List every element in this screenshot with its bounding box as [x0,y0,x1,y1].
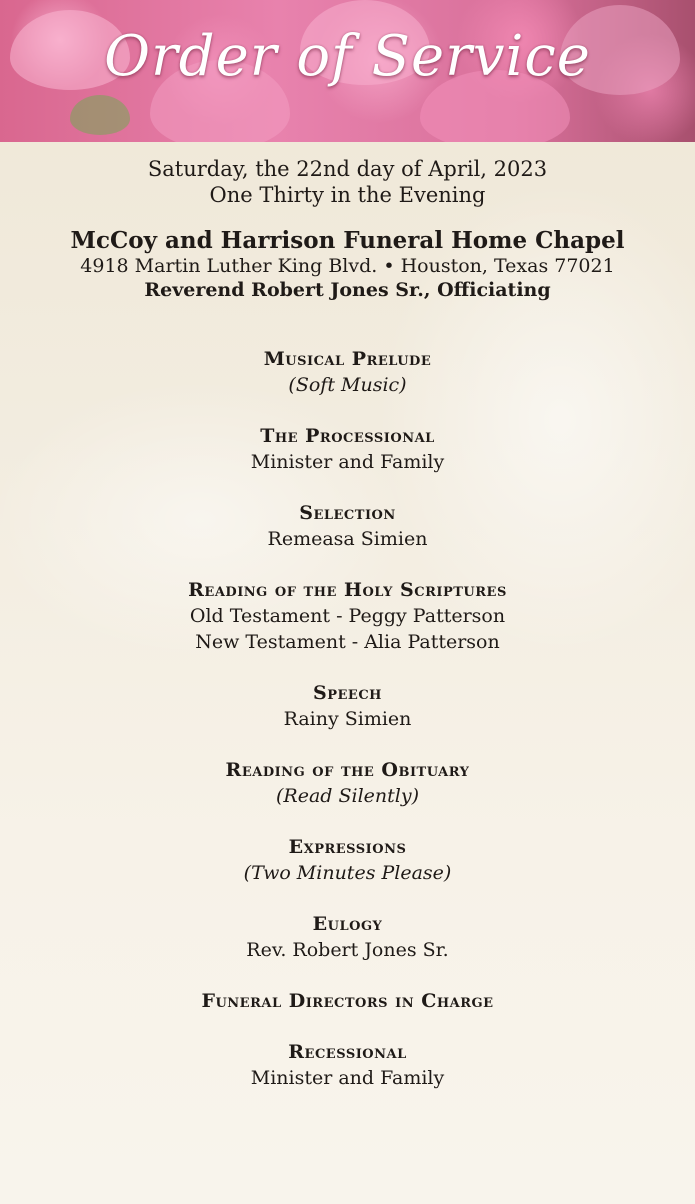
program-item-title: Recessional [288,1041,407,1063]
program-list [0,346,695,1091]
venue-address: 4918 Martin Luther King Blvd. • Houston, Texas 77021 [80,255,615,277]
program-item-title: Funeral Directors in Charge [201,990,494,1012]
program-item [0,911,695,963]
program-item [0,577,695,655]
venue-name: McCoy and Harrison Funeral Home Chapel [70,227,625,254]
program-item-title: The Processional [260,425,435,447]
program-item-title: Speech [313,682,382,704]
program-item-detail: Rainy Simien [283,708,412,730]
program-item [0,834,695,886]
program-item-detail: (Two Minutes Please) [243,862,452,884]
program-item-detail: Remeasa Simien [267,528,428,550]
program-item [0,680,695,732]
program-item-detail: (Soft Music) [288,374,407,396]
program-item-title: Eulogy [312,913,383,935]
program-item-detail: Rev. Robert Jones Sr. [246,939,449,961]
program-item-title: Selection [299,502,396,524]
page-title: Order of Service [104,24,591,89]
program-item-title: Reading of the Obituary [225,759,470,781]
leaf [70,95,130,135]
program-item [0,757,695,809]
program-item [0,500,695,552]
floral-banner [0,0,695,142]
service-content [0,156,695,1116]
venue-block [0,228,695,302]
program-item [0,988,695,1014]
program-item-detail: New Testament - Alia Patterson [195,631,500,653]
service-time: One Thirty in the Evening [209,183,486,207]
program-item-detail: Old Testament - Peggy Patterson [189,605,506,627]
officiant: Reverend Robert Jones Sr., Officiating [144,279,551,301]
service-date: Saturday, the 22nd day of April, 2023 [147,157,548,181]
program-item [0,423,695,475]
program-item [0,1039,695,1091]
program-item-detail: (Read Silently) [275,785,419,807]
program-item-detail: Minister and Family [250,1067,445,1089]
program-item-title: Expressions [288,836,407,858]
program-item-title: Reading of the Holy Scriptures [188,579,507,601]
program-item [0,346,695,398]
program-item-detail: Minister and Family [250,451,445,473]
program-item-title: Musical Prelude [263,348,432,370]
